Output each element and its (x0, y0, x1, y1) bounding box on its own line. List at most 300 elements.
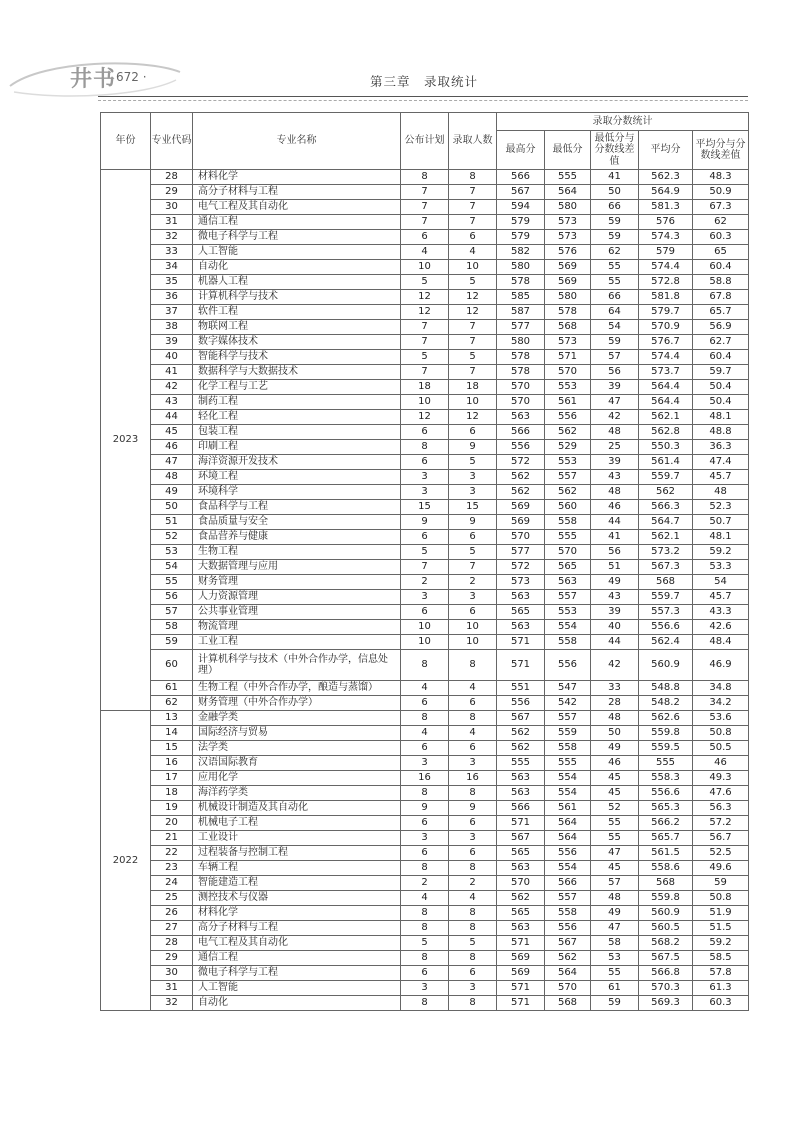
cell-max: 570 (497, 395, 545, 410)
cell-min: 570 (545, 545, 591, 560)
cell-avg: 561.5 (639, 846, 693, 861)
cell-min: 559 (545, 726, 591, 741)
cell-diff-min: 56 (591, 545, 639, 560)
table-row (101, 440, 749, 455)
cell-admitted: 3 (449, 590, 497, 605)
cell-code: 32 (151, 230, 193, 245)
cell-diff-avg: 56.3 (693, 801, 749, 816)
cell-code: 54 (151, 560, 193, 575)
cell-diff-min: 55 (591, 966, 639, 981)
cell-code: 49 (151, 485, 193, 500)
cell-code: 15 (151, 741, 193, 756)
cell-name: 法学类 (193, 741, 401, 756)
cell-admitted: 5 (449, 275, 497, 290)
cell-code: 60 (151, 650, 193, 681)
cell-code: 20 (151, 816, 193, 831)
cell-name: 材料化学 (193, 906, 401, 921)
cell-admitted: 6 (449, 966, 497, 981)
cell-diff-avg: 57.8 (693, 966, 749, 981)
cell-max: 578 (497, 350, 545, 365)
cell-diff-avg: 51.9 (693, 906, 749, 921)
cell-diff-min: 59 (591, 215, 639, 230)
cell-plan: 16 (401, 771, 449, 786)
cell-plan: 8 (401, 170, 449, 185)
cell-min: 565 (545, 560, 591, 575)
cell-avg: 565.3 (639, 801, 693, 816)
header-name: 专业名称 (193, 113, 401, 170)
cell-diff-avg: 59 (693, 876, 749, 891)
table-row (101, 996, 749, 1011)
cell-code: 31 (151, 981, 193, 996)
cell-avg: 574.4 (639, 260, 693, 275)
cell-admitted: 8 (449, 786, 497, 801)
table-row (101, 410, 749, 425)
cell-diff-min: 39 (591, 380, 639, 395)
cell-max: 570 (497, 380, 545, 395)
cell-name: 生物工程 (193, 545, 401, 560)
cell-avg: 556.6 (639, 620, 693, 635)
table-row (101, 350, 749, 365)
page-header (0, 0, 800, 104)
cell-diff-min: 43 (591, 590, 639, 605)
cell-max: 572 (497, 560, 545, 575)
cell-diff-avg: 48.1 (693, 530, 749, 545)
cell-diff-min: 45 (591, 861, 639, 876)
cell-min: 558 (545, 515, 591, 530)
cell-name: 包装工程 (193, 425, 401, 440)
table-row (101, 786, 749, 801)
header-min-diff: 最低分与分数线差值 (591, 131, 639, 170)
cell-admitted: 12 (449, 290, 497, 305)
table-row (101, 335, 749, 350)
cell-min: 558 (545, 635, 591, 650)
cell-avg: 562.8 (639, 425, 693, 440)
cell-diff-min: 45 (591, 786, 639, 801)
cell-min: 570 (545, 365, 591, 380)
cell-name: 计算机科学与技术（中外合作办学，信息处理） (193, 650, 401, 681)
cell-max: 573 (497, 575, 545, 590)
cell-diff-min: 49 (591, 741, 639, 756)
table-row (101, 425, 749, 440)
cell-min: 570 (545, 981, 591, 996)
cell-code: 35 (151, 275, 193, 290)
cell-max: 565 (497, 846, 545, 861)
cell-code: 25 (151, 891, 193, 906)
cell-avg: 560.9 (639, 906, 693, 921)
cell-diff-avg: 50.8 (693, 726, 749, 741)
table-row (101, 906, 749, 921)
cell-min: 562 (545, 485, 591, 500)
cell-name: 测控技术与仪器 (193, 891, 401, 906)
table-row (101, 260, 749, 275)
table-row (101, 741, 749, 756)
cell-plan: 6 (401, 530, 449, 545)
table-row (101, 891, 749, 906)
table-row (101, 275, 749, 290)
cell-avg: 579.7 (639, 305, 693, 320)
cell-diff-min: 55 (591, 260, 639, 275)
cell-diff-min: 56 (591, 365, 639, 380)
cell-name: 数据科学与大数据技术 (193, 365, 401, 380)
cell-diff-avg: 48.3 (693, 170, 749, 185)
cell-admitted: 7 (449, 215, 497, 230)
cell-diff-min: 44 (591, 635, 639, 650)
cell-code: 61 (151, 681, 193, 696)
cell-diff-avg: 53.6 (693, 711, 749, 726)
cell-max: 572 (497, 455, 545, 470)
cell-name: 公共事业管理 (193, 605, 401, 620)
cell-min: 529 (545, 440, 591, 455)
cell-plan: 10 (401, 395, 449, 410)
cell-name: 国际经济与贸易 (193, 726, 401, 741)
table-row (101, 681, 749, 696)
cell-plan: 6 (401, 846, 449, 861)
cell-plan: 5 (401, 275, 449, 290)
cell-plan: 5 (401, 350, 449, 365)
cell-name: 材料化学 (193, 170, 401, 185)
cell-diff-avg: 34.2 (693, 696, 749, 711)
table-row (101, 936, 749, 951)
cell-plan: 7 (401, 560, 449, 575)
cell-min: 573 (545, 215, 591, 230)
admission-table (100, 112, 749, 1011)
cell-name: 财务管理（中外合作办学） (193, 696, 401, 711)
cell-avg: 560.9 (639, 650, 693, 681)
cell-max: 567 (497, 185, 545, 200)
cell-plan: 6 (401, 230, 449, 245)
cell-min: 556 (545, 410, 591, 425)
cell-name: 机械电子工程 (193, 816, 401, 831)
cell-name: 物联网工程 (193, 320, 401, 335)
cell-diff-min: 41 (591, 170, 639, 185)
cell-diff-min: 39 (591, 605, 639, 620)
cell-max: 594 (497, 200, 545, 215)
header-code: 专业代码 (151, 113, 193, 170)
table-row (101, 696, 749, 711)
table-row (101, 801, 749, 816)
cell-avg: 581.3 (639, 200, 693, 215)
table-row (101, 185, 749, 200)
cell-name: 通信工程 (193, 215, 401, 230)
table-body (101, 170, 749, 1011)
cell-code: 17 (151, 771, 193, 786)
cell-admitted: 7 (449, 365, 497, 380)
cell-diff-avg: 52.3 (693, 500, 749, 515)
cell-admitted: 6 (449, 846, 497, 861)
cell-name: 食品质量与安全 (193, 515, 401, 530)
cell-plan: 10 (401, 620, 449, 635)
cell-diff-min: 42 (591, 410, 639, 425)
cell-plan: 7 (401, 185, 449, 200)
table-row (101, 320, 749, 335)
cell-admitted: 6 (449, 605, 497, 620)
cell-code: 53 (151, 545, 193, 560)
cell-code: 42 (151, 380, 193, 395)
cell-admitted: 10 (449, 395, 497, 410)
cell-diff-avg: 48.4 (693, 635, 749, 650)
cell-min: 569 (545, 275, 591, 290)
cell-code: 47 (151, 455, 193, 470)
cell-name: 金融学类 (193, 711, 401, 726)
cell-code: 28 (151, 170, 193, 185)
cell-admitted: 18 (449, 380, 497, 395)
cell-max: 580 (497, 335, 545, 350)
cell-min: 561 (545, 801, 591, 816)
cell-avg: 574.4 (639, 350, 693, 365)
cell-name: 微电子科学与工程 (193, 966, 401, 981)
cell-diff-avg: 51.5 (693, 921, 749, 936)
cell-diff-min: 47 (591, 921, 639, 936)
cell-admitted: 9 (449, 515, 497, 530)
cell-diff-min: 41 (591, 530, 639, 545)
cell-name: 人工智能 (193, 245, 401, 260)
cell-max: 555 (497, 756, 545, 771)
cell-min: 558 (545, 741, 591, 756)
cell-avg: 566.2 (639, 816, 693, 831)
cell-max: 562 (497, 485, 545, 500)
cell-plan: 3 (401, 470, 449, 485)
cell-plan: 6 (401, 605, 449, 620)
cell-admitted: 8 (449, 650, 497, 681)
cell-plan: 3 (401, 831, 449, 846)
year-cell: 2023 (101, 170, 151, 711)
cell-min: 547 (545, 681, 591, 696)
cell-admitted: 3 (449, 470, 497, 485)
cell-diff-avg: 65.7 (693, 305, 749, 320)
header-min: 最低分 (545, 131, 591, 170)
cell-plan: 4 (401, 245, 449, 260)
cell-name: 生物工程（中外合作办学，酿造与蒸馏） (193, 681, 401, 696)
cell-name: 大数据管理与应用 (193, 560, 401, 575)
cell-min: 555 (545, 170, 591, 185)
cell-diff-min: 45 (591, 771, 639, 786)
cell-avg: 561.4 (639, 455, 693, 470)
cell-plan: 8 (401, 440, 449, 455)
cell-admitted: 4 (449, 726, 497, 741)
cell-plan: 8 (401, 921, 449, 936)
cell-admitted: 9 (449, 440, 497, 455)
cell-name: 微电子科学与工程 (193, 230, 401, 245)
table-row (101, 395, 749, 410)
cell-max: 563 (497, 590, 545, 605)
cell-diff-min: 55 (591, 275, 639, 290)
table-row (101, 215, 749, 230)
cell-plan: 6 (401, 425, 449, 440)
cell-diff-avg: 47.4 (693, 455, 749, 470)
cell-diff-min: 48 (591, 485, 639, 500)
cell-diff-avg: 48 (693, 485, 749, 500)
table-row (101, 500, 749, 515)
cell-admitted: 4 (449, 681, 497, 696)
table-row (101, 620, 749, 635)
cell-name: 汉语国际教育 (193, 756, 401, 771)
cell-diff-avg: 60.4 (693, 350, 749, 365)
table-row (101, 966, 749, 981)
cell-plan: 15 (401, 500, 449, 515)
cell-avg: 566.8 (639, 966, 693, 981)
cell-admitted: 10 (449, 260, 497, 275)
cell-name: 海洋资源开发技术 (193, 455, 401, 470)
cell-avg: 568 (639, 876, 693, 891)
cell-code: 33 (151, 245, 193, 260)
cell-plan: 6 (401, 966, 449, 981)
table-row (101, 485, 749, 500)
table-row (101, 305, 749, 320)
cell-plan: 9 (401, 515, 449, 530)
cell-min: 557 (545, 711, 591, 726)
cell-diff-avg: 59.7 (693, 365, 749, 380)
cell-name: 智能建造工程 (193, 876, 401, 891)
cell-name: 工业工程 (193, 635, 401, 650)
cell-min: 567 (545, 936, 591, 951)
cell-diff-avg: 43.3 (693, 605, 749, 620)
cell-avg: 574.3 (639, 230, 693, 245)
cell-code: 57 (151, 605, 193, 620)
cell-min: 554 (545, 861, 591, 876)
table-row (101, 365, 749, 380)
cell-avg: 559.8 (639, 891, 693, 906)
cell-min: 556 (545, 921, 591, 936)
cell-diff-min: 51 (591, 560, 639, 575)
cell-diff-avg: 59.2 (693, 545, 749, 560)
cell-avg: 548.2 (639, 696, 693, 711)
cell-plan: 10 (401, 635, 449, 650)
cell-plan: 18 (401, 380, 449, 395)
cell-max: 562 (497, 726, 545, 741)
table-row (101, 816, 749, 831)
cell-avg: 579 (639, 245, 693, 260)
cell-max: 556 (497, 440, 545, 455)
cell-max: 571 (497, 981, 545, 996)
cell-avg: 567.5 (639, 951, 693, 966)
cell-plan: 6 (401, 741, 449, 756)
cell-name: 自动化 (193, 996, 401, 1011)
cell-diff-avg: 47.6 (693, 786, 749, 801)
table-row (101, 470, 749, 485)
cell-avg: 573.7 (639, 365, 693, 380)
cell-code: 36 (151, 290, 193, 305)
cell-max: 565 (497, 906, 545, 921)
cell-name: 机械设计制造及其自动化 (193, 801, 401, 816)
year-cell: 2022 (101, 711, 151, 1011)
cell-max: 563 (497, 786, 545, 801)
chapter-title: 第三章 录取统计 (370, 74, 479, 89)
table-row (101, 981, 749, 996)
cell-diff-min: 59 (591, 335, 639, 350)
cell-avg: 564.4 (639, 395, 693, 410)
cell-avg: 562 (639, 485, 693, 500)
cell-admitted: 6 (449, 696, 497, 711)
table-row (101, 575, 749, 590)
cell-admitted: 3 (449, 485, 497, 500)
cell-name: 计算机科学与技术 (193, 290, 401, 305)
cell-min: 564 (545, 816, 591, 831)
cell-avg: 556.6 (639, 786, 693, 801)
cell-diff-min: 55 (591, 816, 639, 831)
cell-code: 29 (151, 185, 193, 200)
cell-code: 38 (151, 320, 193, 335)
cell-plan: 3 (401, 590, 449, 605)
cell-diff-min: 59 (591, 996, 639, 1011)
cell-avg: 562.1 (639, 410, 693, 425)
cell-code: 31 (151, 215, 193, 230)
cell-name: 人力资源管理 (193, 590, 401, 605)
table-row (101, 831, 749, 846)
cell-admitted: 16 (449, 771, 497, 786)
cell-max: 567 (497, 831, 545, 846)
cell-min: 557 (545, 470, 591, 485)
cell-avg: 581.8 (639, 290, 693, 305)
cell-diff-avg: 34.8 (693, 681, 749, 696)
cell-name: 通信工程 (193, 951, 401, 966)
cell-code: 14 (151, 726, 193, 741)
cell-admitted: 7 (449, 560, 497, 575)
cell-name: 电气工程及其自动化 (193, 936, 401, 951)
cell-plan: 6 (401, 816, 449, 831)
cell-max: 565 (497, 605, 545, 620)
cell-avg: 562.4 (639, 635, 693, 650)
cell-max: 569 (497, 515, 545, 530)
table-row (101, 530, 749, 545)
cell-min: 554 (545, 771, 591, 786)
cell-avg: 564.7 (639, 515, 693, 530)
table-row (101, 290, 749, 305)
brand-logo: 井书 (70, 67, 117, 92)
cell-avg: 570.9 (639, 320, 693, 335)
cell-diff-avg: 58.8 (693, 275, 749, 290)
cell-diff-avg: 53.3 (693, 560, 749, 575)
cell-diff-avg: 50.8 (693, 891, 749, 906)
cell-min: 564 (545, 831, 591, 846)
cell-plan: 7 (401, 215, 449, 230)
table-row (101, 545, 749, 560)
cell-max: 567 (497, 711, 545, 726)
cell-avg: 559.7 (639, 470, 693, 485)
cell-plan: 2 (401, 575, 449, 590)
cell-min: 573 (545, 335, 591, 350)
cell-diff-avg: 49.3 (693, 771, 749, 786)
cell-code: 41 (151, 365, 193, 380)
cell-diff-min: 50 (591, 726, 639, 741)
table-row (101, 230, 749, 245)
cell-max: 571 (497, 650, 545, 681)
cell-code: 62 (151, 696, 193, 711)
cell-diff-min: 28 (591, 696, 639, 711)
table-row (101, 635, 749, 650)
cell-name: 智能科学与技术 (193, 350, 401, 365)
cell-avg: 573.2 (639, 545, 693, 560)
cell-diff-avg: 45.7 (693, 470, 749, 485)
header-rule (98, 96, 748, 97)
cell-min: 580 (545, 290, 591, 305)
cell-plan: 3 (401, 756, 449, 771)
cell-diff-min: 44 (591, 515, 639, 530)
table-row (101, 921, 749, 936)
cell-diff-min: 25 (591, 440, 639, 455)
cell-name: 物流管理 (193, 620, 401, 635)
cell-diff-avg: 60.4 (693, 260, 749, 275)
cell-admitted: 10 (449, 635, 497, 650)
cell-max: 571 (497, 635, 545, 650)
cell-code: 22 (151, 846, 193, 861)
cell-diff-min: 48 (591, 711, 639, 726)
cell-plan: 8 (401, 711, 449, 726)
cell-avg: 568 (639, 575, 693, 590)
cell-avg: 572.8 (639, 275, 693, 290)
cell-plan: 12 (401, 290, 449, 305)
cell-diff-avg: 49.6 (693, 861, 749, 876)
cell-plan: 3 (401, 981, 449, 996)
